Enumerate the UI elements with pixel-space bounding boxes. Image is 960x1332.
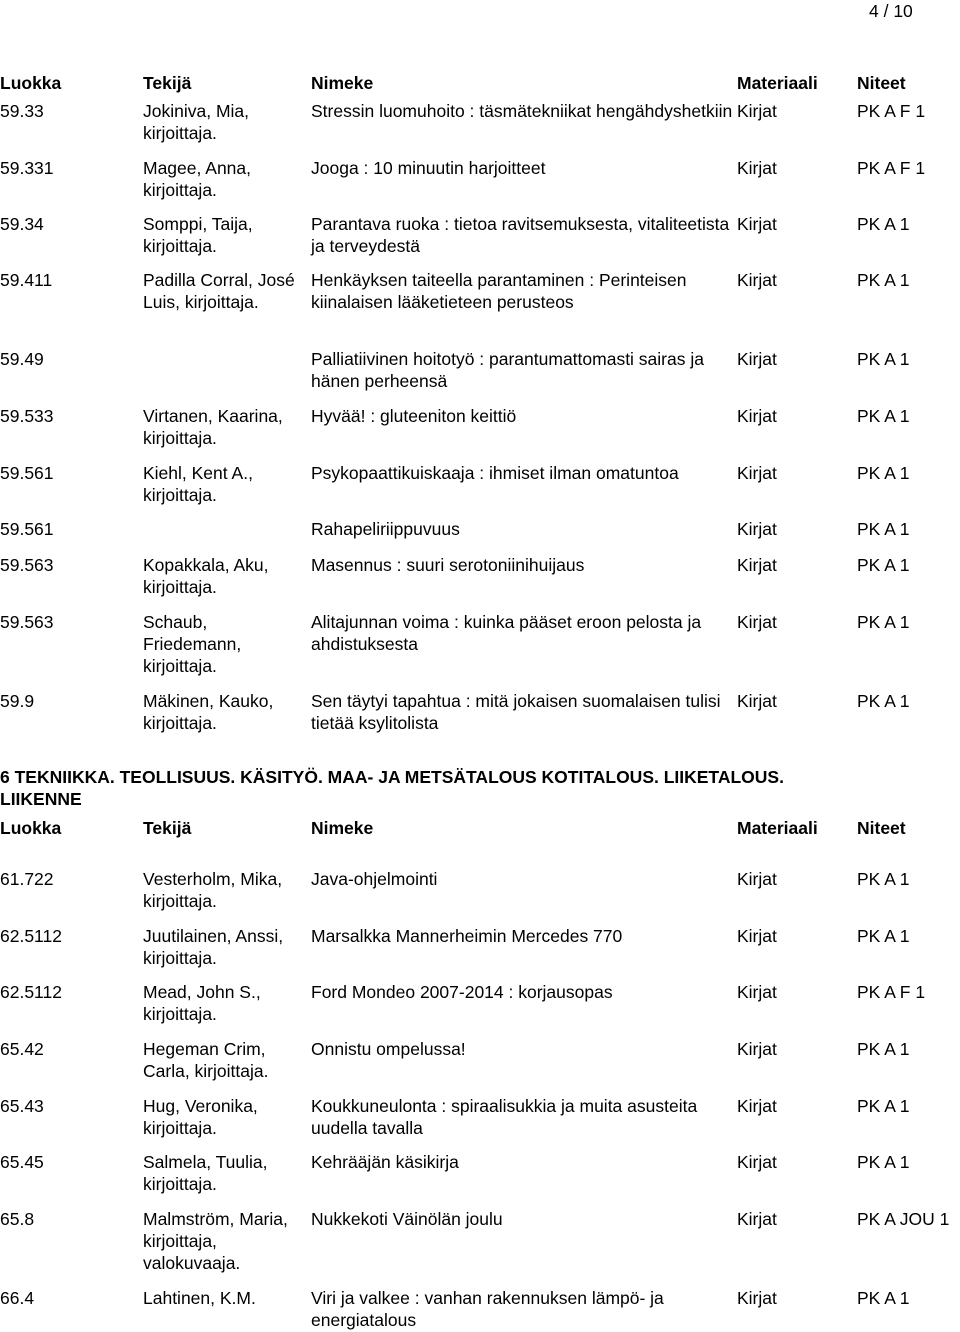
- cell-materiaali: Kirjat: [737, 1096, 777, 1116]
- cell-materiaali: Kirjat: [737, 926, 777, 946]
- cell-materiaali: Kirjat: [737, 519, 777, 539]
- cell-nimeke: Masennus : suuri serotoniinihuijaus: [311, 555, 585, 575]
- cell-luokka: 65.45: [0, 1152, 44, 1172]
- cell-nimeke: Ford Mondeo 2007-2014 : korjausopas: [311, 982, 613, 1002]
- cell-niteet: PK A 1: [857, 214, 910, 234]
- cell-niteet: PK A F 1: [857, 101, 926, 121]
- cell-luokka: 59.9: [0, 691, 35, 711]
- cell-tekija: Vesterholm, Mika, kirjoittaja.: [143, 869, 283, 911]
- cell-luokka: 59.331: [0, 158, 54, 178]
- cell-luokka: 59.563: [0, 555, 54, 575]
- header-luokka: Luokka: [0, 818, 62, 838]
- cell-nimeke: Koukkuneulonta : spiraalisukkia ja muita asusteita uudella tavalla: [311, 1096, 698, 1138]
- cell-materiaali: Kirjat: [737, 1152, 777, 1172]
- cell-niteet: PK A 1: [857, 1288, 910, 1308]
- cell-materiaali: Kirjat: [737, 406, 777, 426]
- cell-nimeke: Nukkekoti Väinölän joulu: [311, 1209, 503, 1229]
- cell-tekija: Virtanen, Kaarina, kirjoittaja.: [143, 406, 283, 448]
- cell-nimeke: Parantava ruoka : tietoa ravitsemuksesta, vitaliteetista ja terveydestä: [311, 214, 730, 256]
- cell-niteet: PK A 1: [857, 691, 910, 711]
- cell-tekija: Juutilainen, Anssi, kirjoittaja.: [143, 926, 284, 968]
- header-luokka: Luokka: [0, 73, 62, 93]
- cell-tekija: Kopakkala, Aku, kirjoittaja.: [143, 555, 269, 597]
- cell-nimeke: Hyvää! : gluteeniton keittiö: [311, 406, 517, 426]
- cell-materiaali: Kirjat: [737, 214, 777, 234]
- cell-tekija: Mead, John S., kirjoittaja.: [143, 982, 261, 1024]
- cell-niteet: PK A 1: [857, 1096, 910, 1116]
- cell-materiaali: Kirjat: [737, 691, 777, 711]
- cell-nimeke: Jooga : 10 minuutin harjoitteet: [311, 158, 546, 178]
- cell-materiaali: Kirjat: [737, 1039, 777, 1059]
- cell-materiaali: Kirjat: [737, 463, 777, 483]
- cell-nimeke: Onnistu ompelussa!: [311, 1039, 466, 1059]
- cell-luokka: 61.722: [0, 869, 54, 889]
- cell-niteet: PK A 1: [857, 406, 910, 426]
- section-title: 6 TEKNIIKKA. TEOLLISUUS. KÄSITYÖ. MAA- JA METSÄTALOUS KOTITALOUS. LIIKETALOUS. LIIKENNE: [0, 767, 784, 809]
- header-tekija: Tekijä: [143, 818, 192, 838]
- cell-luokka: 62.5112: [0, 926, 62, 946]
- cell-luokka: 59.411: [0, 270, 53, 290]
- cell-tekija: Lahtinen, K.M.: [143, 1288, 256, 1308]
- cell-nimeke: Psykopaattikuiskaaja : ihmiset ilman omatuntoa: [311, 463, 679, 483]
- cell-niteet: PK A 1: [857, 869, 910, 889]
- cell-nimeke: Marsalkka Mannerheimin Mercedes 770: [311, 926, 623, 946]
- cell-materiaali: Kirjat: [737, 349, 777, 369]
- cell-luokka: 59.34: [0, 214, 44, 234]
- cell-niteet: PK A 1: [857, 519, 910, 539]
- cell-nimeke: Alitajunnan voima : kuinka pääset eroon pelosta ja ahdistuksesta: [311, 612, 702, 654]
- cell-luokka: 59.561: [0, 519, 54, 539]
- cell-niteet: PK A 1: [857, 926, 910, 946]
- cell-materiaali: Kirjat: [737, 1288, 777, 1308]
- cell-luokka: 59.533: [0, 406, 54, 426]
- cell-tekija: Magee, Anna, kirjoittaja.: [143, 158, 251, 200]
- cell-materiaali: Kirjat: [737, 101, 777, 121]
- cell-luokka: 65.43: [0, 1096, 44, 1116]
- cell-niteet: PK A 1: [857, 1152, 910, 1172]
- cell-tekija: Jokiniva, Mia, kirjoittaja.: [143, 101, 250, 143]
- cell-niteet: PK A 1: [857, 270, 910, 290]
- cell-niteet: PK A JOU 1: [857, 1209, 950, 1229]
- cell-luokka: 59.561: [0, 463, 54, 483]
- header-materiaali: Materiaali: [737, 818, 818, 838]
- cell-materiaali: Kirjat: [737, 869, 777, 889]
- cell-nimeke: Palliatiivinen hoitotyö : parantumattomasti sairas ja hänen perheensä: [311, 349, 704, 391]
- header-materiaali: Materiaali: [737, 73, 818, 93]
- cell-nimeke: Viri ja valkee : vanhan rakennuksen lämpö- ja energiatalous: [311, 1288, 664, 1330]
- cell-tekija: Salmela, Tuulia, kirjoittaja.: [143, 1152, 268, 1194]
- cell-luokka: 59.49: [0, 349, 44, 369]
- cell-luokka: 62.5112: [0, 982, 62, 1002]
- cell-niteet: PK A 1: [857, 463, 910, 483]
- cell-niteet: PK A F 1: [857, 158, 926, 178]
- cell-nimeke: Rahapeliriippuvuus: [311, 519, 460, 539]
- cell-luokka: 66.4: [0, 1288, 35, 1308]
- cell-materiaali: Kirjat: [737, 982, 777, 1002]
- header-niteet: Niteet: [857, 73, 906, 93]
- cell-tekija: Padilla Corral, José Luis, kirjoittaja.: [143, 270, 295, 312]
- header-nimeke: Nimeke: [311, 818, 374, 838]
- header-niteet: Niteet: [857, 818, 906, 838]
- cell-niteet: PK A 1: [857, 555, 910, 575]
- cell-materiaali: Kirjat: [737, 158, 777, 178]
- cell-tekija: Hegeman Crim, Carla, kirjoittaja.: [143, 1039, 269, 1081]
- table-header: [0, 72, 960, 94]
- header-nimeke: Nimeke: [311, 73, 374, 93]
- cell-niteet: PK A 1: [857, 349, 910, 369]
- cell-nimeke: Kehrääjän käsikirja: [311, 1152, 459, 1172]
- cell-tekija: Kiehl, Kent A., kirjoittaja.: [143, 463, 253, 505]
- cell-luokka: 59.33: [0, 101, 44, 121]
- cell-niteet: PK A 1: [857, 1039, 910, 1059]
- cell-nimeke: Stressin luomuhoito : täsmätekniikat hengähdyshetkiin: [311, 101, 733, 121]
- cell-tekija: Schaub, Friedemann, kirjoittaja.: [143, 612, 242, 676]
- cell-tekija: Hug, Veronika, kirjoittaja.: [143, 1096, 258, 1138]
- cell-niteet: PK A F 1: [857, 982, 926, 1002]
- cell-luokka: 65.42: [0, 1039, 44, 1059]
- cell-nimeke: Henkäyksen taiteella parantaminen : Perinteisen kiinalaisen lääketieteen perusteos: [311, 270, 687, 312]
- cell-materiaali: Kirjat: [737, 612, 777, 632]
- cell-tekija: Somppi, Taija, kirjoittaja.: [143, 214, 253, 256]
- cell-niteet: PK A 1: [857, 612, 910, 632]
- header-tekija: Tekijä: [143, 73, 192, 93]
- cell-nimeke: Java-ohjelmointi: [311, 869, 438, 889]
- cell-materiaali: Kirjat: [737, 270, 777, 290]
- cell-materiaali: Kirjat: [737, 555, 777, 575]
- cell-nimeke: Sen täytyi tapahtua : mitä jokaisen suomalaisen tulisi tietää ksylitolista: [311, 691, 721, 733]
- cell-tekija: Malmström, Maria, kirjoittaja, valokuvaaja.: [143, 1209, 288, 1273]
- page-number: 4 / 10: [869, 1, 913, 21]
- table-header: [0, 817, 960, 839]
- cell-tekija: Mäkinen, Kauko, kirjoittaja.: [143, 691, 274, 733]
- cell-materiaali: Kirjat: [737, 1209, 777, 1229]
- cell-luokka: 65.8: [0, 1209, 35, 1229]
- cell-luokka: 59.563: [0, 612, 54, 632]
